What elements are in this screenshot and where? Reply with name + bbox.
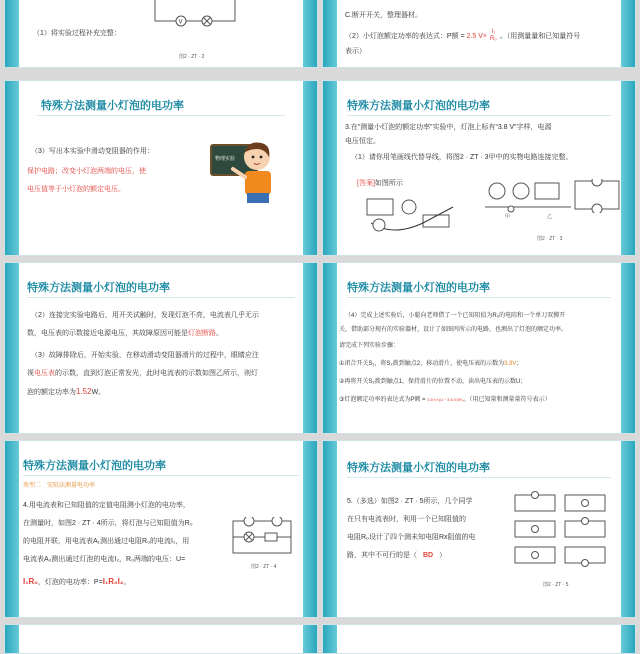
circuit-figure-main <box>481 171 577 217</box>
power-answer: 1.52 <box>76 387 92 396</box>
step-1 <box>339 357 522 371</box>
answer-line-1: 保护电路；改变小灯泡两端的电压，使 <box>27 168 146 175</box>
q-line-3: 电阻R₀设计了四个测未知电阻Rx阻值的电 <box>347 534 476 541</box>
question-line-2: 电压恒定。 <box>345 138 380 145</box>
para2-pre: 视 <box>27 370 34 377</box>
answer-line-2: 电压值等于小灯泡的额定电压。 <box>27 186 125 193</box>
figure-caption: 图2 · ZT · 5 <box>543 582 569 588</box>
type-label: 类型二 <box>23 483 42 489</box>
para2-pre-2: 泡的额定功率为 <box>27 389 76 396</box>
q-line-4 <box>347 549 446 563</box>
para1-end: 。 <box>216 330 223 337</box>
slide-content <box>19 0 303 67</box>
slide-title: 特殊方法测量小灯泡的电功率 <box>27 282 170 294</box>
q-line-1: 4.用电流表和已知阻值的定值电阻测小灯泡的电功率， <box>23 502 190 509</box>
blackboard-text: 物理实验 <box>215 156 236 162</box>
slide-8[interactable] <box>322 440 636 618</box>
slide-left-band <box>5 263 19 433</box>
slide-title: 特殊方法测量小灯泡的电功率 <box>23 460 166 472</box>
figure-caption: 图2 · ZT · 2 <box>179 54 205 60</box>
circuit-diagram <box>151 0 243 29</box>
q-line-2: 在只有电流表时，利用一个已知阻值的 <box>347 516 466 523</box>
type-label-line <box>23 479 95 493</box>
title-divider <box>347 297 611 298</box>
slide-right-band <box>621 263 635 433</box>
step-3-answer: 3.8 V×(U－3.8 V)/R₀ <box>427 397 464 402</box>
formula-post: 。（用测量量和已知量符号 <box>499 32 581 40</box>
q-end: ） <box>439 552 447 559</box>
step-3-end: 。（用已知量和测量量符号表示） <box>463 397 551 403</box>
power-unit: W。 <box>91 389 106 396</box>
slide-6[interactable] <box>322 262 636 434</box>
para2-line3 <box>27 385 105 400</box>
power-answer: I₁R₀I₂ <box>102 577 124 586</box>
title-divider <box>347 477 611 478</box>
step-text: （1）将实验过程补充完整： <box>33 30 121 37</box>
slide-right-band <box>621 81 635 255</box>
step-1-answer: 3.8V <box>504 361 517 367</box>
para2-line1: （3）故障排除后，开始实验，在移动滑动变阻器滑片的过程中，眼睛应注 <box>31 352 259 359</box>
slide-right-band <box>303 263 317 433</box>
slide-title: 特殊方法测量小灯泡的电功率 <box>347 462 490 474</box>
slide-right-band <box>303 81 317 255</box>
voltage-answer: I₁R₀ <box>23 577 38 586</box>
slide-content <box>337 81 621 255</box>
para1-line1: （2）连接完实验电路后，用开关试触时，发现灯泡不亮，电流表几乎无示 <box>31 312 259 319</box>
slide-3[interactable] <box>4 80 318 256</box>
title-divider <box>347 115 611 116</box>
formula-pre: （2）小灯泡额定功率的表达式：P额 = <box>345 32 467 40</box>
q-line-4: 电流表A₂测出通过灯泡的电流I₂，R₀两端的电压：U= <box>23 556 186 563</box>
slide-right-band <box>303 0 317 67</box>
para2-post: 的示数，直到灯泡正常发光，此时电流表的示数如图乙所示，则灯 <box>55 370 258 377</box>
slide-content <box>337 263 621 433</box>
slide-content <box>19 625 303 653</box>
intro-line-2: 关，借助部分现有的实验器材，设计了如图丙所示的电路，也测出了灯泡的额定功率。 <box>339 327 568 333</box>
caption-yi: 乙 <box>547 214 553 220</box>
svg-text:V: V <box>178 19 183 26</box>
power-label: ，灯泡的电功率：P= <box>37 579 103 586</box>
slide-5[interactable] <box>4 262 318 434</box>
circuit-options-diagram <box>513 491 609 577</box>
figure-caption: 图2 · ZT · 4 <box>251 564 277 570</box>
slide-4[interactable] <box>322 80 636 256</box>
question-text: （3）写出本实验中滑动变阻器的作用： <box>31 148 154 155</box>
choice-answer: BD <box>423 552 434 559</box>
para1-text: 数，电压表的示数接近电源电压，其故障原因可能是 <box>27 330 188 337</box>
formula-end: 表示） <box>345 48 366 55</box>
slide-left-band <box>5 441 19 617</box>
title-divider <box>37 115 285 116</box>
para2-line2 <box>27 367 258 381</box>
slide-right-band <box>621 441 635 617</box>
slide-left-band <box>323 263 337 433</box>
q-text: 路，其中不可行的是（ <box>347 552 417 559</box>
para2-answer: 电压表 <box>34 370 55 377</box>
slide-content <box>337 441 621 617</box>
slide-left-band <box>323 0 337 67</box>
slide-right-band <box>621 625 635 653</box>
slide-7[interactable] <box>4 440 318 618</box>
q-line-5 <box>23 575 130 590</box>
slide-1[interactable] <box>4 0 318 68</box>
answer-line <box>357 177 403 191</box>
intro-line-1: （4）完成上述实验后，小聪向老师借了一个已知阻值为R₀的电阻和一个单刀双掷开 <box>345 313 566 319</box>
slide-left-band <box>5 81 19 255</box>
step-2: ②再将开关S₂拨到触点1，保持滑片的位置不动，读出电压表的示数U； <box>339 379 527 385</box>
figure-caption: 图2 · ZT · 3 <box>537 236 563 242</box>
slide-content <box>19 81 303 255</box>
slide-10-partial[interactable] <box>322 624 636 654</box>
q-line-2: 在测量时，如图2 · ZT · 4所示，将灯泡与已知阻值为R₀ <box>23 520 193 527</box>
q-line-3: 的电阻并联，用电流表A₁测出通过电阻R₀的电流I₁，用 <box>23 538 190 545</box>
line-end: 。 <box>123 579 131 586</box>
slide-content <box>337 625 621 653</box>
slide-left-band <box>323 81 337 255</box>
step-1-end: ； <box>516 361 523 367</box>
slide-left-band <box>323 441 337 617</box>
step-1-text: ①闭合开关S₁，将S₂拨到触点2，移动滑片，使电压表的示数为 <box>339 361 505 367</box>
answer-text: 如图所示 <box>374 180 403 187</box>
slide-title: 特殊方法测量小灯泡的电功率 <box>347 282 490 294</box>
slide-content <box>19 263 303 433</box>
formula-fraction: I₁ R₀ <box>489 29 497 42</box>
caption-jia: 甲 <box>505 214 511 220</box>
title-divider <box>23 475 299 476</box>
intro-line-3: 请完成下列实验步骤： <box>339 343 400 349</box>
formula-line <box>345 29 580 44</box>
slide-content <box>337 0 621 67</box>
step-3-text: ③灯泡额定功率的表达式为P额 = <box>339 397 428 403</box>
para1-answer: 灯泡断路 <box>188 330 216 337</box>
step-c-text: C.断开开关，整理器材。 <box>345 12 422 19</box>
teacher-illustration <box>205 135 283 205</box>
title-divider <box>27 297 295 298</box>
slide-title: 特殊方法测量小灯泡的电功率 <box>41 100 184 112</box>
slide-content <box>19 441 303 617</box>
slide-right-band <box>303 441 317 617</box>
circuit-figure-jia <box>363 193 473 237</box>
slide-left-band <box>323 625 337 653</box>
slide-left-band <box>5 625 19 653</box>
type-text: 安阻法测量电功率 <box>47 483 96 489</box>
q-line-1: 5.（多选）如图2 · ZT · 5所示，几个同学 <box>347 498 473 505</box>
slide-title: 特殊方法测量小灯泡的电功率 <box>347 100 490 112</box>
answer-tag: [答案] <box>357 180 375 187</box>
para1-line2 <box>27 327 223 341</box>
slide-2[interactable] <box>322 0 636 68</box>
question-line-3: （1）请你用笔画线代替导线，将图2 · ZT · 3甲中的实物电路连接完整。 <box>351 154 573 161</box>
slide-left-band <box>5 0 19 67</box>
slide-9-partial[interactable] <box>4 624 318 654</box>
circuit-figure-yi <box>573 179 623 213</box>
slide-right-band <box>303 625 317 653</box>
question-line-1: 3.在“测量小灯泡的额定功率”实验中，灯泡上标有“3.8 V”字样，电源 <box>345 124 552 131</box>
circuit-diagram <box>229 517 299 559</box>
slide-right-band <box>621 0 635 67</box>
formula-answer: 2.5 V× <box>466 32 487 40</box>
step-3 <box>339 393 550 407</box>
